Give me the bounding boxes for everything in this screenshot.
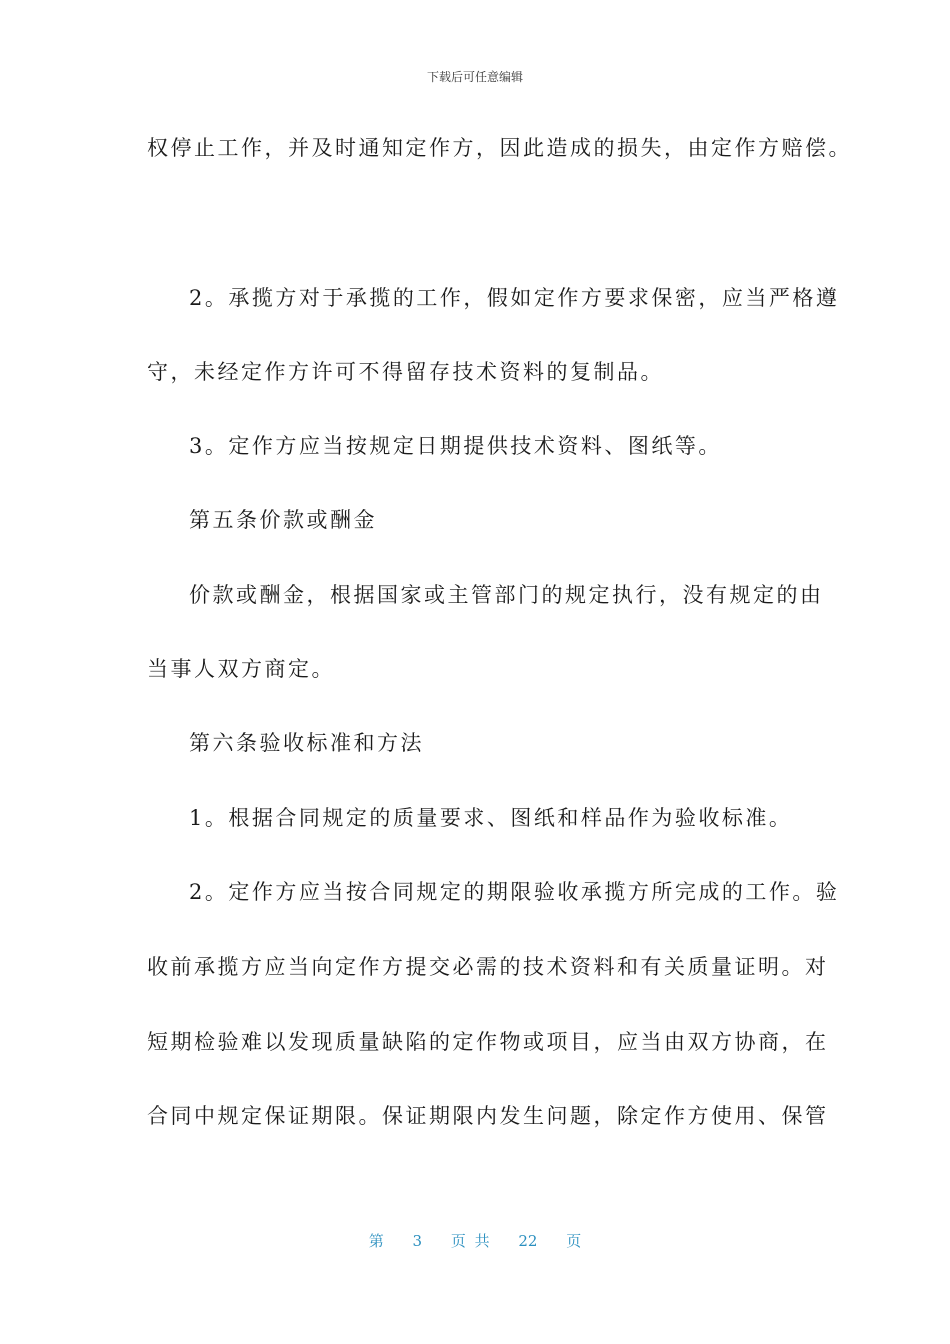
page-footer: [0, 1230, 950, 1251]
section-heading-6: 第六条验收标准和方法: [189, 731, 424, 755]
footer-total-pages: 22: [518, 1232, 538, 1250]
body-line-13: 合同中规定保证期限。保证期限内发生问题，除定作方使用、保管: [147, 1104, 829, 1128]
body-line-6: 价款或酬金，根据国家或主管部门的规定执行，没有规定的由: [189, 583, 824, 607]
body-line-1: 权停止工作，并及时通知定作方，因此造成的损失，由定作方赔偿。: [147, 136, 852, 160]
header-note: 下载后可任意编辑: [426, 70, 523, 84]
body-line-9: 1。根据合同规定的质量要求、图纸和样品作为验收标准。: [189, 806, 793, 830]
footer-suffix: 页: [566, 1232, 582, 1250]
footer-middle: 页 共: [450, 1232, 490, 1250]
footer-prefix: 第: [368, 1232, 384, 1250]
body-line-3: 守，未经定作方许可不得留存技术资料的复制品。: [147, 360, 664, 384]
body-line-12: 短期检验难以发现质量缺陷的定作物或项目，应当由双方协商，在: [147, 1030, 829, 1054]
body-line-10: 2。定作方应当按合同规定的期限验收承揽方所完成的工作。验: [189, 880, 840, 904]
body-line-4: 3。定作方应当按规定日期提供技术资料、图纸等。: [189, 434, 722, 458]
body-line-7: 当事人双方商定。: [147, 657, 335, 681]
footer-current-page: 3: [412, 1232, 423, 1250]
body-line-2: 2。承揽方对于承揽的工作，假如定作方要求保密，应当严格遵: [189, 286, 840, 310]
body-line-11: 收前承揽方应当向定作方提交必需的技术资料和有关质量证明。对: [147, 955, 829, 979]
section-heading-5: 第五条价款或酬金: [189, 508, 377, 532]
